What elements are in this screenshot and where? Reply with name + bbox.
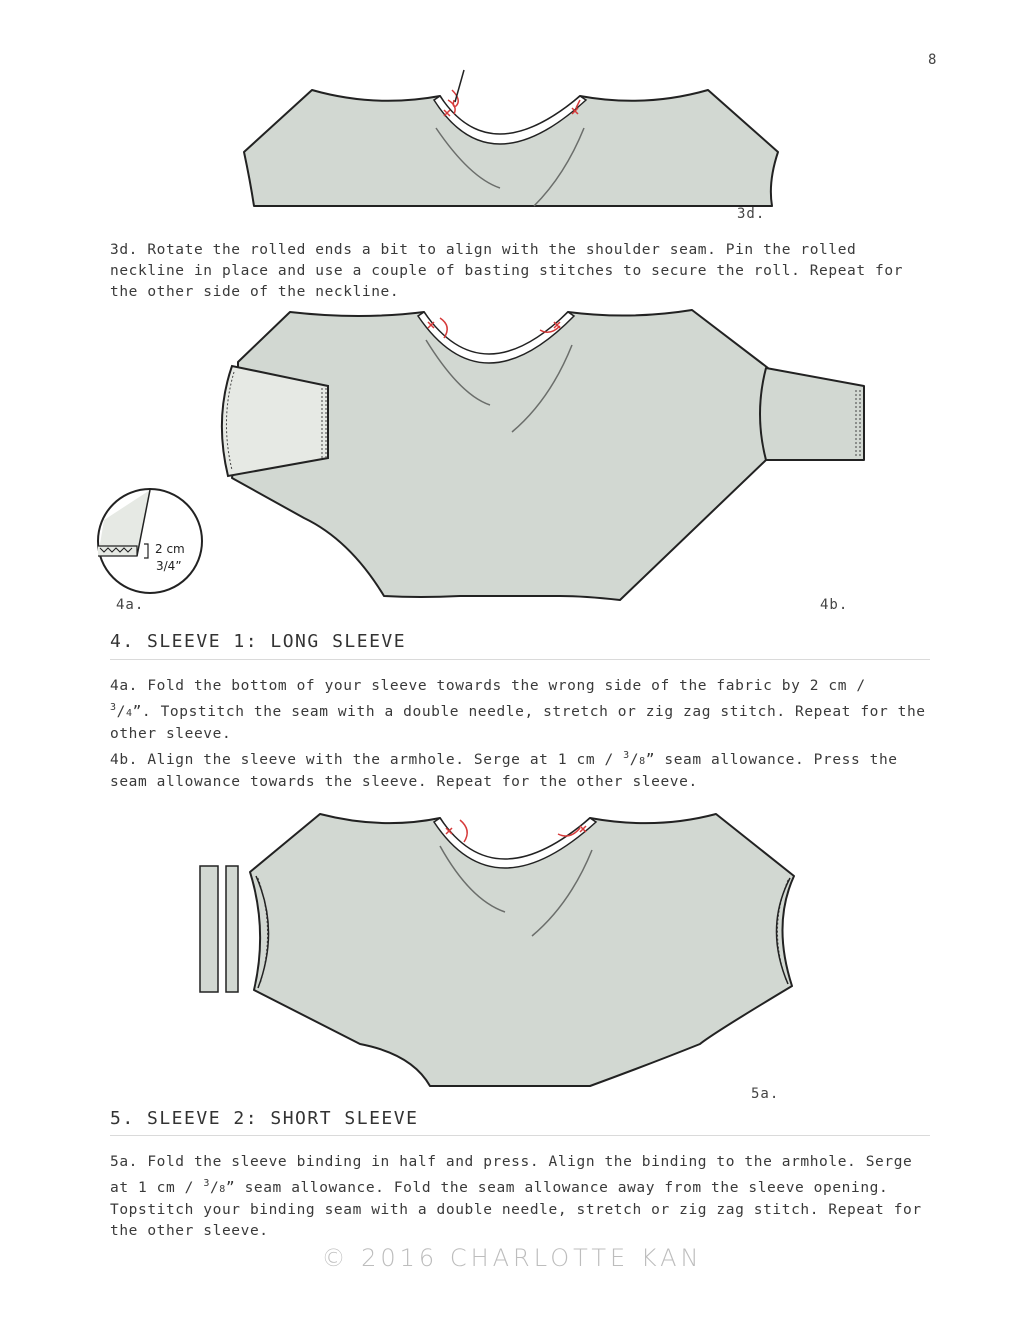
figure-4a-zoom — [98, 489, 202, 593]
step-4a-text-a: 4a. Fold the bottom of your sleeve towards the wrong side of the fabric by 2 cm / — [110, 678, 866, 694]
section-5-heading: 5. SLEEVE 2: SHORT SLEEVE — [110, 1108, 419, 1129]
copyright-footer: © 2016 CHARLOTTE KAN — [321, 1244, 703, 1272]
step-4b-text-b: ” seam allowance. Press the seam allowance towards the sleeve. Repeat for the other sleeve. — [110, 752, 898, 790]
figure-3d-garment — [244, 70, 778, 206]
figure-5a-garment — [200, 814, 794, 1086]
section-5-divider — [110, 1135, 930, 1136]
step-4a-frac-num: 3 — [110, 702, 117, 713]
step-4b-paragraph: 4b. Align the sleeve with the armhole. Serge at 1 cm / $^3$/8” seam allowance. Press the seam allowance towards the sleeve. Repeat for the other sleeve. — [110, 750, 898, 790]
step-3d-text — [110, 240, 930, 303]
step-4a-paragraph: 4a. Fold the bottom of your sleeve towards the wrong side of the fabric by 2 cm / $^3$/4”. Topstitch the seam with a double needle, stretch or zig zag stitch. Repeat for the other sleeve. — [110, 678, 926, 742]
step-4a-text-b: ”. Topstitch the seam with a double needle, stretch or zig zag stitch. Repeat for the other sleeve. — [110, 704, 926, 742]
figure-5a-label: 5a. — [751, 1086, 780, 1102]
section-4-heading: 4. SLEEVE 1: LONG SLEEVE — [110, 631, 407, 652]
step-5a-text-a: 5a. Fold the sleeve binding in half and press. Align the binding to the armhole. Serge at 1 cm / — [110, 1154, 913, 1196]
figure-4a-label: 4a. — [116, 597, 145, 613]
step-5a-frac-num: 3 — [203, 1178, 210, 1189]
zoom-measure-cm: 2 cm — [155, 542, 185, 556]
step-4b-text-a: 4b. Align the sleeve with the armhole. Serge at 1 cm / — [110, 752, 624, 768]
figure-4-garment — [222, 310, 864, 600]
page-number: 8 — [928, 52, 937, 68]
figure-4b-label: 4b. — [820, 597, 849, 613]
section-4-text — [110, 676, 930, 793]
step-3d-paragraph: 3d. Rotate the rolled ends a bit to align with the shoulder seam. Pin the rolled neckline in place and use a couple of basting stitches to secure the roll. Repeat for the other side of the neckline. — [110, 242, 904, 300]
zoom-measure-in: 3/4” — [156, 559, 182, 573]
step-4b-frac-num: 3 — [623, 750, 630, 761]
section-4-divider — [110, 659, 930, 660]
step-5a-text-b: ” seam allowance. Fold the seam allowance away from the sleeve opening. Topstitch your binding seam with a double needle, stretch or zig zag stitch. Repeat for the other sleeve. — [110, 1180, 922, 1239]
section-5-text — [110, 1152, 930, 1242]
figure-3d-label: 3d. — [737, 206, 766, 222]
step-5a-paragraph: 5a. Fold the sleeve binding in half and press. Align the binding to the armhole. Serge at 1 cm / $^3$/8” seam allowance. Fold the seam allowance away from the sleeve opening. Topstitch your binding seam with a double needle, stretch or zig zag stitch. Repeat for the other sleeve. — [110, 1154, 922, 1239]
step-5a-frac-den: 8 — [219, 1184, 226, 1195]
step-4a-frac-den: 4 — [125, 708, 133, 719]
step-4b-frac-den: 8 — [639, 756, 646, 767]
